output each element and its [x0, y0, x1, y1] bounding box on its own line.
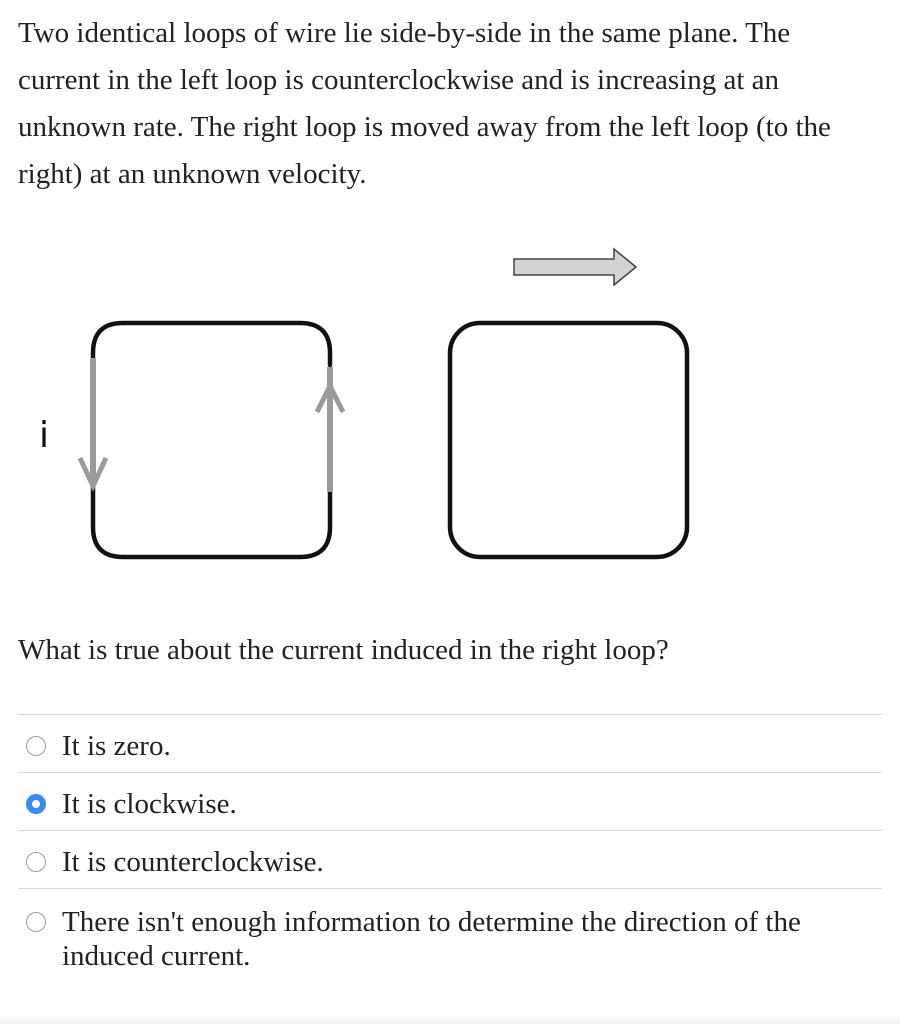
question-prompt: What is true about the current induced in the right loop? — [18, 634, 669, 666]
current-arrow-up-icon — [317, 367, 343, 492]
motion-arrow-icon — [514, 249, 636, 285]
answer-options — [18, 714, 882, 979]
bottom-edge — [0, 1014, 900, 1024]
option-label: There isn't enough information to determine the direction of the induced current. — [62, 906, 801, 972]
option-clockwise[interactable] — [18, 773, 882, 831]
option-label: It is clockwise. — [62, 788, 237, 820]
radio-unselected-icon[interactable] — [26, 736, 46, 756]
option-label: It is counterclockwise. — [62, 846, 324, 878]
option-not-enough-info[interactable] — [18, 889, 882, 979]
left-loop — [93, 323, 330, 557]
radio-unselected-icon[interactable] — [26, 912, 46, 932]
option-label: It is zero. — [62, 730, 171, 762]
radio-selected-icon[interactable] — [26, 794, 46, 814]
option-counterclockwise[interactable] — [18, 831, 882, 889]
radio-unselected-icon[interactable] — [26, 852, 46, 872]
right-loop — [450, 323, 687, 557]
current-arrow-down-icon — [80, 358, 106, 486]
problem-statement: Two identical loops of wire lie side-by-side in the same plane. The current in the left loop is counterclockwise and is increasing at an unknown rate. The right loop is moved away from the left loop (to the right) at an unknown velocity. — [18, 17, 831, 190]
option-zero[interactable] — [18, 715, 882, 773]
current-label: i — [38, 415, 50, 456]
loops-figure — [0, 230, 900, 590]
